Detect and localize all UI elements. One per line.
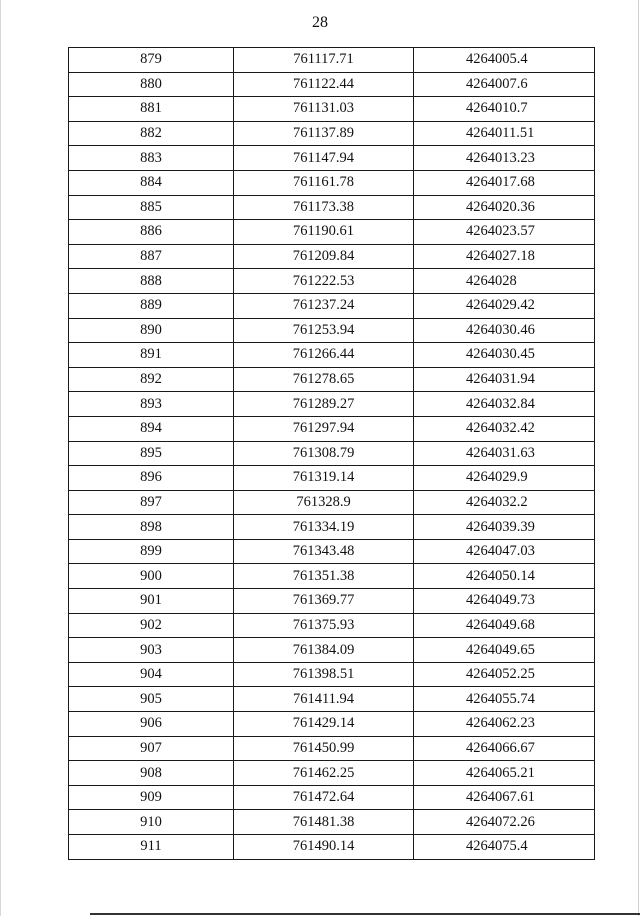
table-row [69, 835, 595, 860]
easting-cell: 761450.99 [234, 736, 414, 761]
table-row [69, 293, 595, 318]
point-number-cell: 900 [69, 564, 234, 589]
point-number-cell: 883 [69, 146, 234, 171]
table-row [69, 613, 595, 638]
page-edge-right [638, 0, 639, 916]
easting-cell: 761209.84 [234, 244, 414, 269]
northing-cell: 4264049.68 [414, 613, 595, 638]
table-row [69, 269, 595, 294]
northing-cell: 4264032.84 [414, 392, 595, 417]
northing-cell: 4264013.23 [414, 146, 595, 171]
northing-cell: 4264067.61 [414, 785, 595, 810]
northing-cell: 4264050.14 [414, 564, 595, 589]
easting-cell: 761411.94 [234, 687, 414, 712]
northing-cell: 4264029.9 [414, 466, 595, 491]
easting-cell: 761343.48 [234, 539, 414, 564]
easting-cell: 761266.44 [234, 343, 414, 368]
northing-cell: 4264065.21 [414, 761, 595, 786]
table-row [69, 392, 595, 417]
northing-cell: 4264032.2 [414, 490, 595, 515]
table-row [69, 761, 595, 786]
northing-cell: 4264030.46 [414, 318, 595, 343]
point-number-cell: 908 [69, 761, 234, 786]
easting-cell: 761369.77 [234, 589, 414, 614]
table-row [69, 416, 595, 441]
easting-cell: 761308.79 [234, 441, 414, 466]
table-row [69, 466, 595, 491]
point-number-cell: 895 [69, 441, 234, 466]
table-row [69, 564, 595, 589]
table-row [69, 367, 595, 392]
table-row [69, 318, 595, 343]
northing-cell: 4264029.42 [414, 293, 595, 318]
point-number-cell: 902 [69, 613, 234, 638]
northing-cell: 4264066.67 [414, 736, 595, 761]
easting-cell: 761384.09 [234, 638, 414, 663]
point-number-cell: 905 [69, 687, 234, 712]
easting-cell: 761462.25 [234, 761, 414, 786]
point-number-cell: 888 [69, 269, 234, 294]
table-row [69, 662, 595, 687]
point-number-cell: 891 [69, 343, 234, 368]
point-number-cell: 887 [69, 244, 234, 269]
point-number-cell: 909 [69, 785, 234, 810]
easting-cell: 761472.64 [234, 785, 414, 810]
northing-cell: 4264062.23 [414, 712, 595, 737]
table-row [69, 220, 595, 245]
point-number-cell: 903 [69, 638, 234, 663]
point-number-cell: 884 [69, 170, 234, 195]
table-row [69, 687, 595, 712]
easting-cell: 761398.51 [234, 662, 414, 687]
easting-cell: 761161.78 [234, 170, 414, 195]
easting-cell: 761328.9 [234, 490, 414, 515]
point-number-cell: 901 [69, 589, 234, 614]
point-number-cell: 889 [69, 293, 234, 318]
point-number-cell: 893 [69, 392, 234, 417]
northing-cell: 4264049.65 [414, 638, 595, 663]
northing-cell: 4264075.4 [414, 835, 595, 860]
easting-cell: 761173.38 [234, 195, 414, 220]
northing-cell: 4264027.18 [414, 244, 595, 269]
northing-cell: 4264055.74 [414, 687, 595, 712]
northing-cell: 4264011.51 [414, 121, 595, 146]
point-number-cell: 890 [69, 318, 234, 343]
point-number-cell: 881 [69, 97, 234, 122]
northing-cell: 4264031.63 [414, 441, 595, 466]
table-row [69, 244, 595, 269]
easting-cell: 761375.93 [234, 613, 414, 638]
point-number-cell: 896 [69, 466, 234, 491]
table-row [69, 515, 595, 540]
point-number-cell: 898 [69, 515, 234, 540]
point-number-cell: 911 [69, 835, 234, 860]
easting-cell: 761131.03 [234, 97, 414, 122]
point-number-cell: 879 [69, 48, 234, 73]
table-row [69, 146, 595, 171]
table-row [69, 638, 595, 663]
easting-cell: 761297.94 [234, 416, 414, 441]
northing-cell: 4264010.7 [414, 97, 595, 122]
easting-cell: 761490.14 [234, 835, 414, 860]
table-row [69, 170, 595, 195]
bottom-rule [90, 913, 640, 915]
easting-cell: 761481.38 [234, 810, 414, 835]
easting-cell: 761222.53 [234, 269, 414, 294]
easting-cell: 761237.24 [234, 293, 414, 318]
easting-cell: 761351.38 [234, 564, 414, 589]
point-number-cell: 904 [69, 662, 234, 687]
point-number-cell: 899 [69, 539, 234, 564]
northing-cell: 4264023.57 [414, 220, 595, 245]
table-row [69, 589, 595, 614]
northing-cell: 4264020.36 [414, 195, 595, 220]
point-number-cell: 880 [69, 72, 234, 97]
northing-cell: 4264049.73 [414, 589, 595, 614]
table-row [69, 441, 595, 466]
page-number: 28 [312, 14, 328, 31]
table-row [69, 490, 595, 515]
table-row [69, 48, 595, 73]
point-number-cell: 894 [69, 416, 234, 441]
point-number-cell: 885 [69, 195, 234, 220]
point-number-cell: 882 [69, 121, 234, 146]
table-row [69, 539, 595, 564]
easting-cell: 761253.94 [234, 318, 414, 343]
easting-cell: 761429.14 [234, 712, 414, 737]
table-row [69, 72, 595, 97]
table-row [69, 195, 595, 220]
table-row [69, 736, 595, 761]
table-row [69, 810, 595, 835]
northing-cell: 4264005.4 [414, 48, 595, 73]
point-number-cell: 910 [69, 810, 234, 835]
table-row [69, 97, 595, 122]
northing-cell: 4264031.94 [414, 367, 595, 392]
northing-cell: 4264047.03 [414, 539, 595, 564]
easting-cell: 761147.94 [234, 146, 414, 171]
table-row [69, 121, 595, 146]
easting-cell: 761117.71 [234, 48, 414, 73]
table-row [69, 712, 595, 737]
northing-cell: 4264052.25 [414, 662, 595, 687]
northing-cell: 4264039.39 [414, 515, 595, 540]
easting-cell: 761190.61 [234, 220, 414, 245]
easting-cell: 761289.27 [234, 392, 414, 417]
point-number-cell: 897 [69, 490, 234, 515]
northing-cell: 4264030.45 [414, 343, 595, 368]
easting-cell: 761137.89 [234, 121, 414, 146]
easting-cell: 761319.14 [234, 466, 414, 491]
page-edge-left [0, 0, 1, 916]
northing-cell: 4264032.42 [414, 416, 595, 441]
coordinates-table [68, 47, 595, 860]
point-number-cell: 907 [69, 736, 234, 761]
coordinates-table-body [69, 48, 595, 860]
table-row [69, 785, 595, 810]
northing-cell: 4264007.6 [414, 72, 595, 97]
northing-cell: 4264028 [414, 269, 595, 294]
table-row [69, 343, 595, 368]
easting-cell: 761278.65 [234, 367, 414, 392]
easting-cell: 761334.19 [234, 515, 414, 540]
easting-cell: 761122.44 [234, 72, 414, 97]
northing-cell: 4264072.26 [414, 810, 595, 835]
point-number-cell: 906 [69, 712, 234, 737]
point-number-cell: 892 [69, 367, 234, 392]
point-number-cell: 886 [69, 220, 234, 245]
northing-cell: 4264017.68 [414, 170, 595, 195]
